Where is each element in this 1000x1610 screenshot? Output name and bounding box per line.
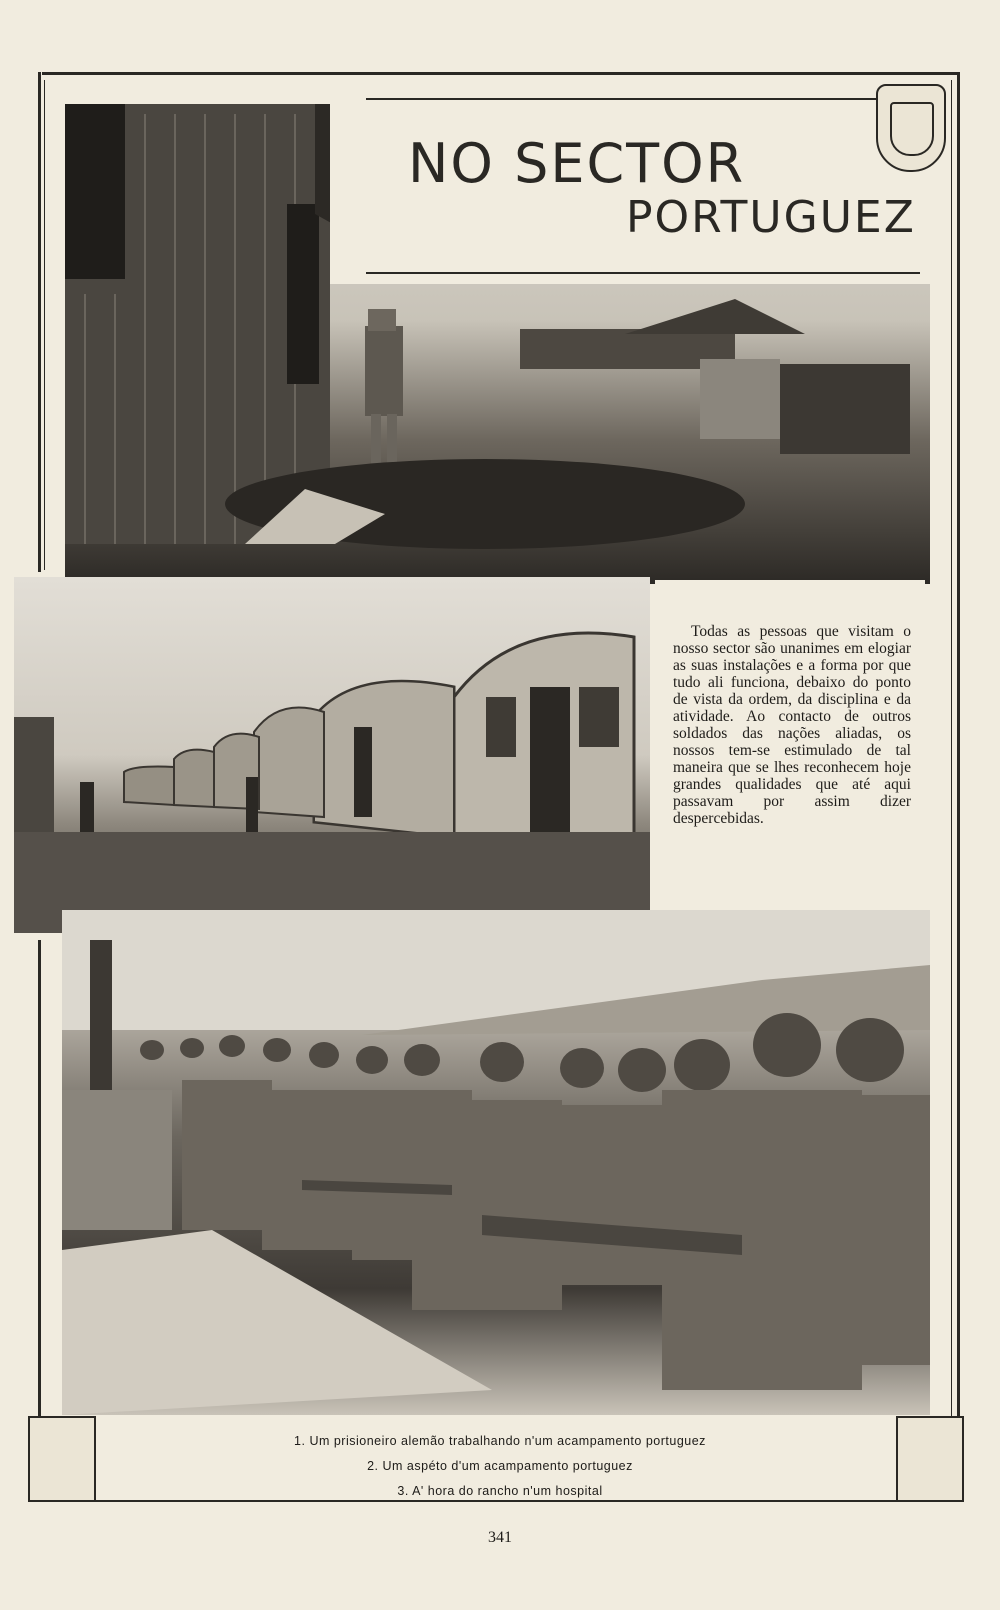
- photo-meal-time: [62, 910, 930, 1415]
- photo-meal-time-illustration: [62, 910, 930, 1415]
- page-title-line-1: NO SECTOR: [408, 132, 746, 195]
- article-body: Todas as pessoas que visitam o nosso sector são unanimes em elogiar as suas instalações e a forma por que tudo ali funciona, debaixo do ponto de vista da ordem, da disciplina e da atividade. Ao contacto de outros soldados das nações aliadas, os nossos tem-se estimulado de tal maneira que se lhes reconhecem hoje grandes qualidades que até aqui passavam por assim dizer despercebidas.: [673, 623, 911, 827]
- caption-1: 1. Um prisioneiro alemão trabalhando n'um acampamento portuguez: [294, 1434, 706, 1448]
- frame-border-left-lower: [38, 940, 41, 1480]
- coat-of-arms-icon: [876, 84, 946, 172]
- photo-camp-huts-illustration: [14, 577, 650, 933]
- frame-border-left-inner: [44, 80, 45, 570]
- title-banner: [330, 84, 950, 284]
- article-panel: [655, 580, 925, 885]
- frame-border-right: [957, 72, 960, 1477]
- frame-border-left-upper: [38, 72, 41, 572]
- photo-camp-huts: [14, 577, 650, 933]
- frame-border-top: [42, 72, 958, 75]
- page-title-line-2: PORTUGUEZ: [626, 192, 916, 243]
- frame-border-right-inner: [951, 80, 952, 1470]
- frame-border-bottom: [30, 1500, 962, 1502]
- caption-2: 2. Um aspéto d'um acampamento portuguez: [367, 1459, 633, 1473]
- caption-3: 3. A' hora do rancho n'um hospital: [397, 1484, 603, 1498]
- page-number: 341: [488, 1529, 512, 1546]
